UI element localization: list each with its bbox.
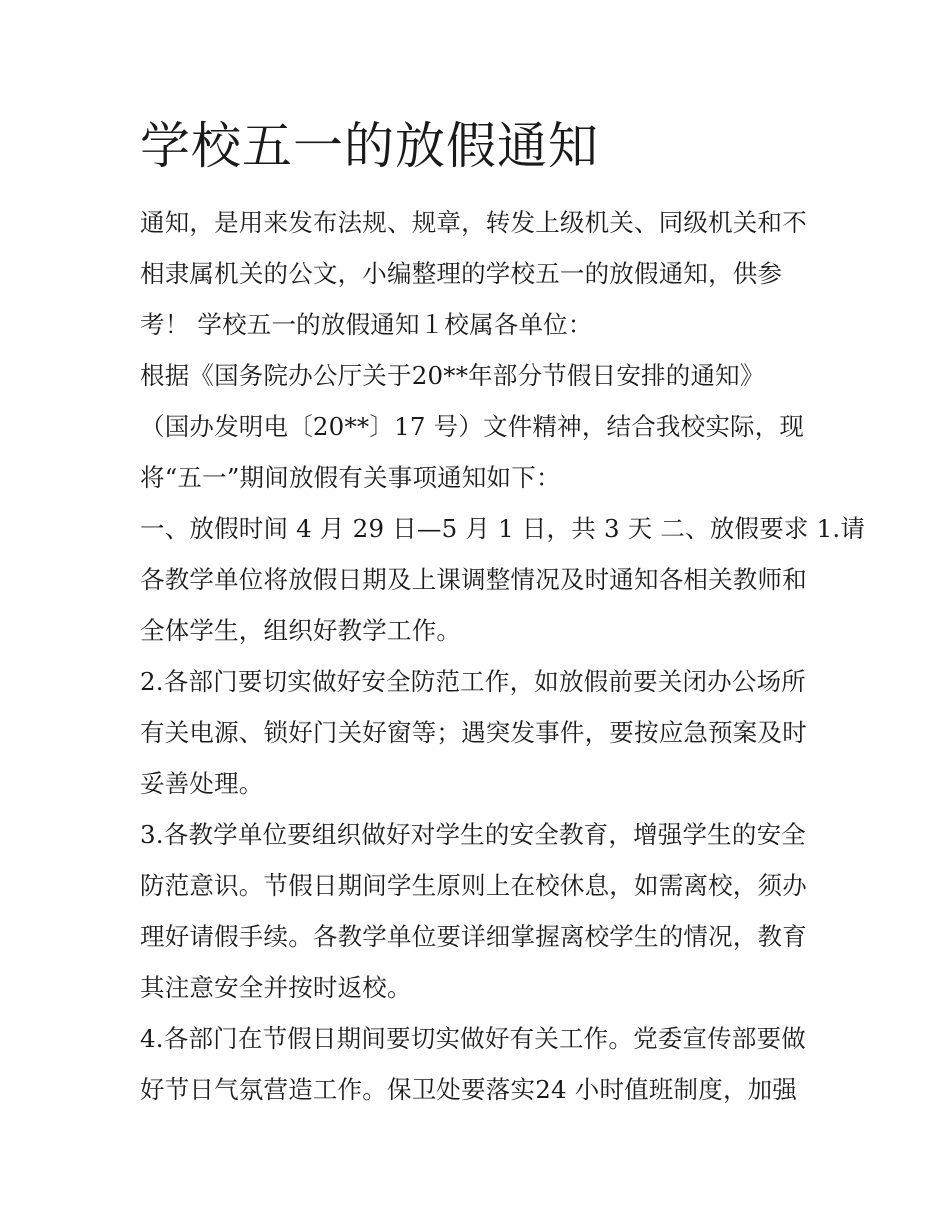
body-line: （国办发明电〔20**〕17 号）文件精神，结合我校实际，现 [140,412,805,441]
body-line: 3.各教学单位要组织做好对学生的安全教育，增强学生的安全 [140,820,806,849]
body-line: 防范意识。节假日期间学生原则上在校休息，如需离校，须办 [140,871,807,900]
body-line: 4.各部门在节假日期间要切实做好有关工作。党委宣传部要做 [140,1024,806,1053]
body-line: 其注意安全并按时返校。 [140,973,412,1002]
body-line: 根据《国务院办公厅关于20**年部分节假日安排的通知》 [140,361,765,390]
body-line: 考！ 学校五一的放假通知１校属各单位： [140,310,593,339]
document-body [140,197,866,1115]
body-line: 通知，是用来发布法规、规章，转发上级机关、同级机关和不 [140,208,807,237]
body-line: 有关电源、锁好门关好窗等；遇突发事件，要按应急预案及时 [140,718,807,747]
body-line: 全体学生，组织好教学工作。 [140,616,462,645]
body-line: 理好请假手续。各教学单位要详细掌握离校学生的情况，教育 [140,922,807,951]
body-line: 各教学单位将放假日期及上课调整情况及时通知各相关教师和 [140,565,807,594]
body-line: 一、放假时间 4 月 29 日—5 月 1 日，共 3 天 二、放假要求 1.请 [140,514,866,543]
body-line: 妥善处理。 [140,769,264,798]
document-title: 学校五一的放假通知 [140,117,599,175]
body-line: 相隶属机关的公文，小编整理的学校五一的放假通知，供参 [140,259,783,288]
body-line: 好节日气氛营造工作。保卫处要落实24 小时值班制度，加强 [140,1075,798,1104]
body-line: 2.各部门要切实做好安全防范工作，如放假前要关闭办公场所 [140,667,806,696]
body-line: 将“五一”期间放假有关事项通知如下： [140,463,561,492]
